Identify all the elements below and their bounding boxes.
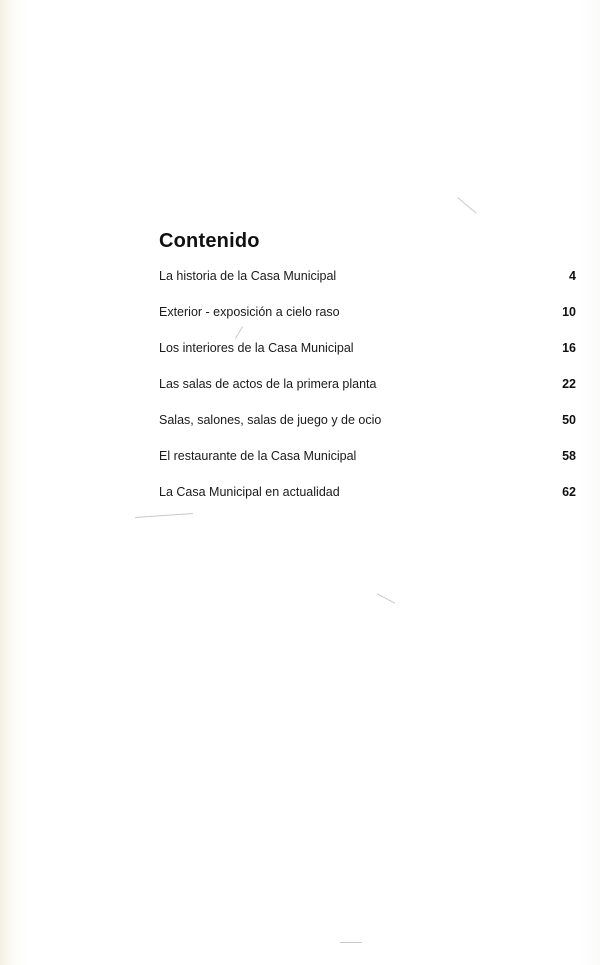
toc-entry-page: 22 — [562, 377, 576, 391]
toc-entry-page: 16 — [562, 341, 576, 355]
table-of-contents — [159, 228, 576, 520]
toc-entry — [159, 484, 576, 520]
toc-entry-page: 50 — [562, 413, 576, 427]
toc-entry-page: 58 — [562, 449, 576, 463]
toc-entry — [159, 412, 576, 448]
toc-entry-label: La Casa Municipal en actualidad — [159, 485, 340, 499]
toc-entry-label: Salas, salones, salas de juego y de ocio — [159, 413, 382, 427]
scan-mark — [457, 197, 476, 213]
toc-entry-page: 10 — [562, 305, 576, 319]
toc-entry — [159, 304, 576, 340]
toc-entry-label: Exterior - exposición a cielo raso — [159, 305, 340, 319]
toc-entry-label: La historia de la Casa Municipal — [159, 269, 337, 283]
toc-entry — [159, 376, 576, 412]
toc-title: Contenido — [159, 230, 260, 252]
toc-entry — [159, 268, 576, 304]
toc-entry — [159, 340, 576, 376]
toc-entry-label: El restaurante de la Casa Municipal — [159, 449, 357, 463]
scan-mark — [377, 593, 395, 603]
toc-entry — [159, 448, 576, 484]
scan-mark — [340, 942, 362, 943]
toc-entry-label: Los interiores de la Casa Municipal — [159, 341, 354, 355]
toc-entry-page: 4 — [569, 269, 576, 283]
toc-entry-label: Las salas de actos de la primera planta — [159, 377, 377, 391]
toc-list — [159, 268, 576, 520]
toc-entry-page: 62 — [562, 485, 576, 499]
